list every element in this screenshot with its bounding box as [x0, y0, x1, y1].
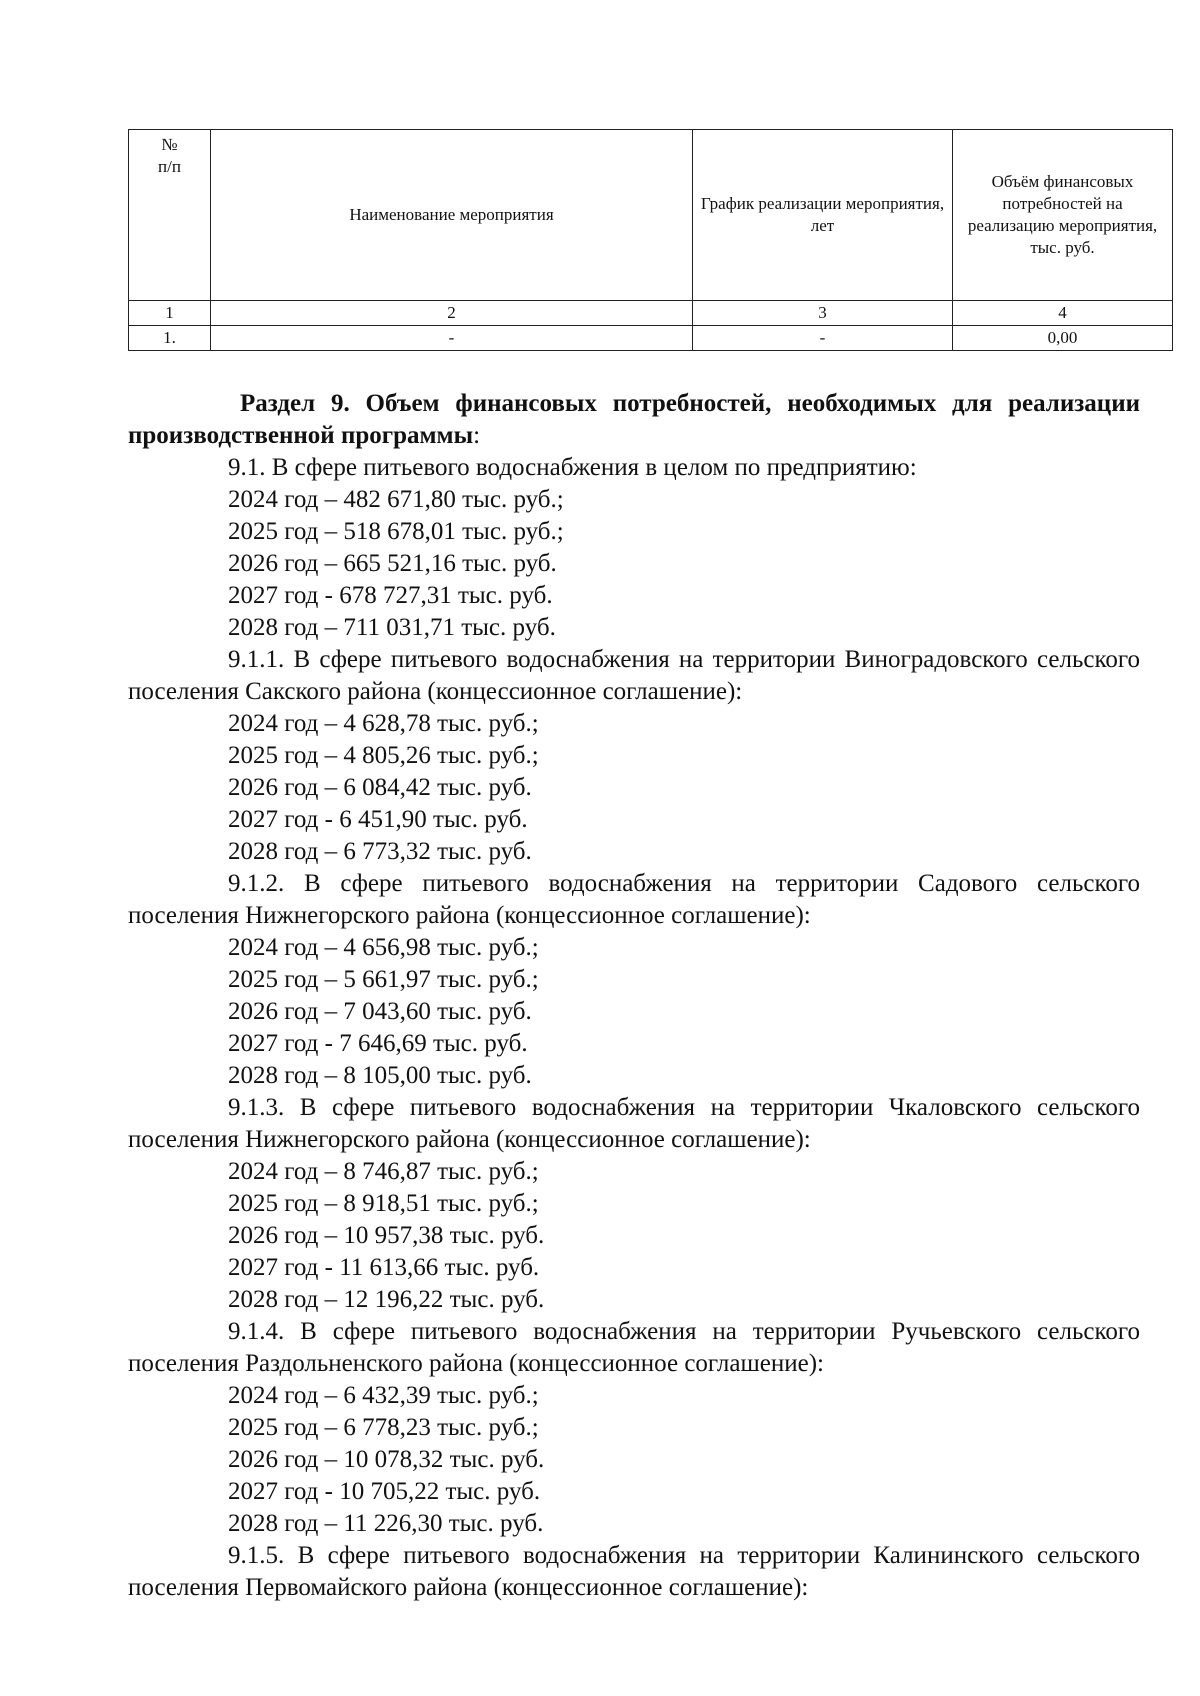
section-title	[128, 388, 1140, 452]
column-number: 1	[129, 301, 211, 326]
year-amount-line: 2025 год – 5 661,97 тыс. руб.;	[228, 966, 539, 993]
year-amount-line: 2028 год – 11 226,30 тыс. руб.	[228, 1510, 544, 1537]
subsection-heading: 9.1.2. В сфере питьевого водоснабжения на территории Садового сельского поселения Нижнегорского района (концессионное соглашение):	[128, 870, 1140, 929]
year-amount-line: 2024 год – 6 432,39 тыс. руб.;	[228, 1382, 539, 1409]
year-amount-line: 2025 год – 518 678,01 тыс. руб.;	[228, 518, 564, 545]
year-amount-line: 2028 год – 12 196,22 тыс. руб.	[228, 1286, 545, 1313]
column-number: 2	[211, 301, 693, 326]
table-cell-name: -	[211, 326, 693, 351]
header-name: Наименование мероприятия	[211, 130, 693, 301]
column-number: 4	[953, 301, 1173, 326]
section-title-colon: :	[473, 422, 481, 449]
column-number: 3	[693, 301, 953, 326]
year-amount-line: 2025 год – 4 805,26 тыс. руб.;	[228, 742, 539, 769]
table-cell-number: 1.	[129, 326, 211, 351]
measures-table-wrapper	[128, 129, 1172, 351]
year-amount-line: 2027 год - 7 646,69 тыс. руб.	[228, 1030, 528, 1057]
year-amount-line: 2027 год - 10 705,22 тыс. руб.	[228, 1478, 541, 1505]
subsection-heading: 9.1. В сфере питьевого водоснабжения в целом по предприятию:	[228, 454, 917, 481]
year-amount-line: 2024 год – 4 656,98 тыс. руб.;	[228, 934, 539, 961]
year-amount-line: 2027 год - 6 451,90 тыс. руб.	[228, 806, 528, 833]
year-amount-line: 2027 год - 678 727,31 тыс. руб.	[228, 582, 553, 609]
year-amount-line: 2026 год – 10 078,32 тыс. руб.	[228, 1446, 545, 1473]
header-financing: Объём финансовых потребностей на реализацию мероприятия, тыс. руб.	[953, 130, 1173, 301]
table-cell-schedule: -	[693, 326, 953, 351]
table-cell-financing: 0,00	[953, 326, 1173, 351]
year-amount-line: 2024 год – 4 628,78 тыс. руб.;	[228, 710, 539, 737]
year-amount-line: 2028 год – 6 773,32 тыс. руб.	[228, 838, 532, 865]
section-blocks	[128, 452, 1140, 1604]
header-number: № п/п	[129, 130, 211, 301]
year-amount-line: 2025 год – 6 778,23 тыс. руб.;	[228, 1414, 539, 1441]
subsection-heading: 9.1.1. В сфере питьевого водоснабжения на территории Виноградовского сельского поселения Сакского района (концессионное соглашение):	[128, 646, 1140, 705]
subsection-heading: 9.1.5. В сфере питьевого водоснабжения на территории Калининского сельского поселения Первомайского района (концессионное соглашение):	[128, 1542, 1140, 1601]
subsection-heading: 9.1.4. В сфере питьевого водоснабжения на территории Ручьевского сельского поселения Раздольненского района (концессионное соглашение):	[128, 1318, 1140, 1377]
year-amount-line: 2028 год – 8 105,00 тыс. руб.	[228, 1062, 532, 1089]
table-header-row	[129, 130, 1173, 301]
subsection-heading: 9.1.3. В сфере питьевого водоснабжения на территории Чкаловского сельского поселения Нижнегорского района (концессионное соглашение):	[128, 1094, 1140, 1153]
header-schedule: График реализации мероприятия, лет	[693, 130, 953, 301]
year-amount-line: 2024 год – 482 671,80 тыс. руб.;	[228, 486, 564, 513]
year-amount-line: 2026 год – 7 043,60 тыс. руб.	[228, 998, 532, 1025]
year-amount-line: 2024 год – 8 746,87 тыс. руб.;	[228, 1158, 539, 1185]
year-amount-line: 2027 год - 11 613,66 тыс. руб.	[228, 1254, 540, 1281]
table-row	[129, 326, 1173, 351]
year-amount-line: 2026 год – 665 521,16 тыс. руб.	[228, 550, 557, 577]
measures-table	[128, 129, 1173, 351]
section-9	[128, 388, 1140, 1604]
column-numbers-row	[129, 301, 1173, 326]
year-amount-line: 2028 год – 711 031,71 тыс. руб.	[228, 614, 556, 641]
section-title-text: Раздел 9. Объем финансовых потребностей, необходимых для реализации производственной программы	[128, 390, 1140, 449]
year-amount-line: 2026 год – 10 957,38 тыс. руб.	[228, 1222, 545, 1249]
year-amount-line: 2026 год – 6 084,42 тыс. руб.	[228, 774, 532, 801]
year-amount-line: 2025 год – 8 918,51 тыс. руб.;	[228, 1190, 539, 1217]
